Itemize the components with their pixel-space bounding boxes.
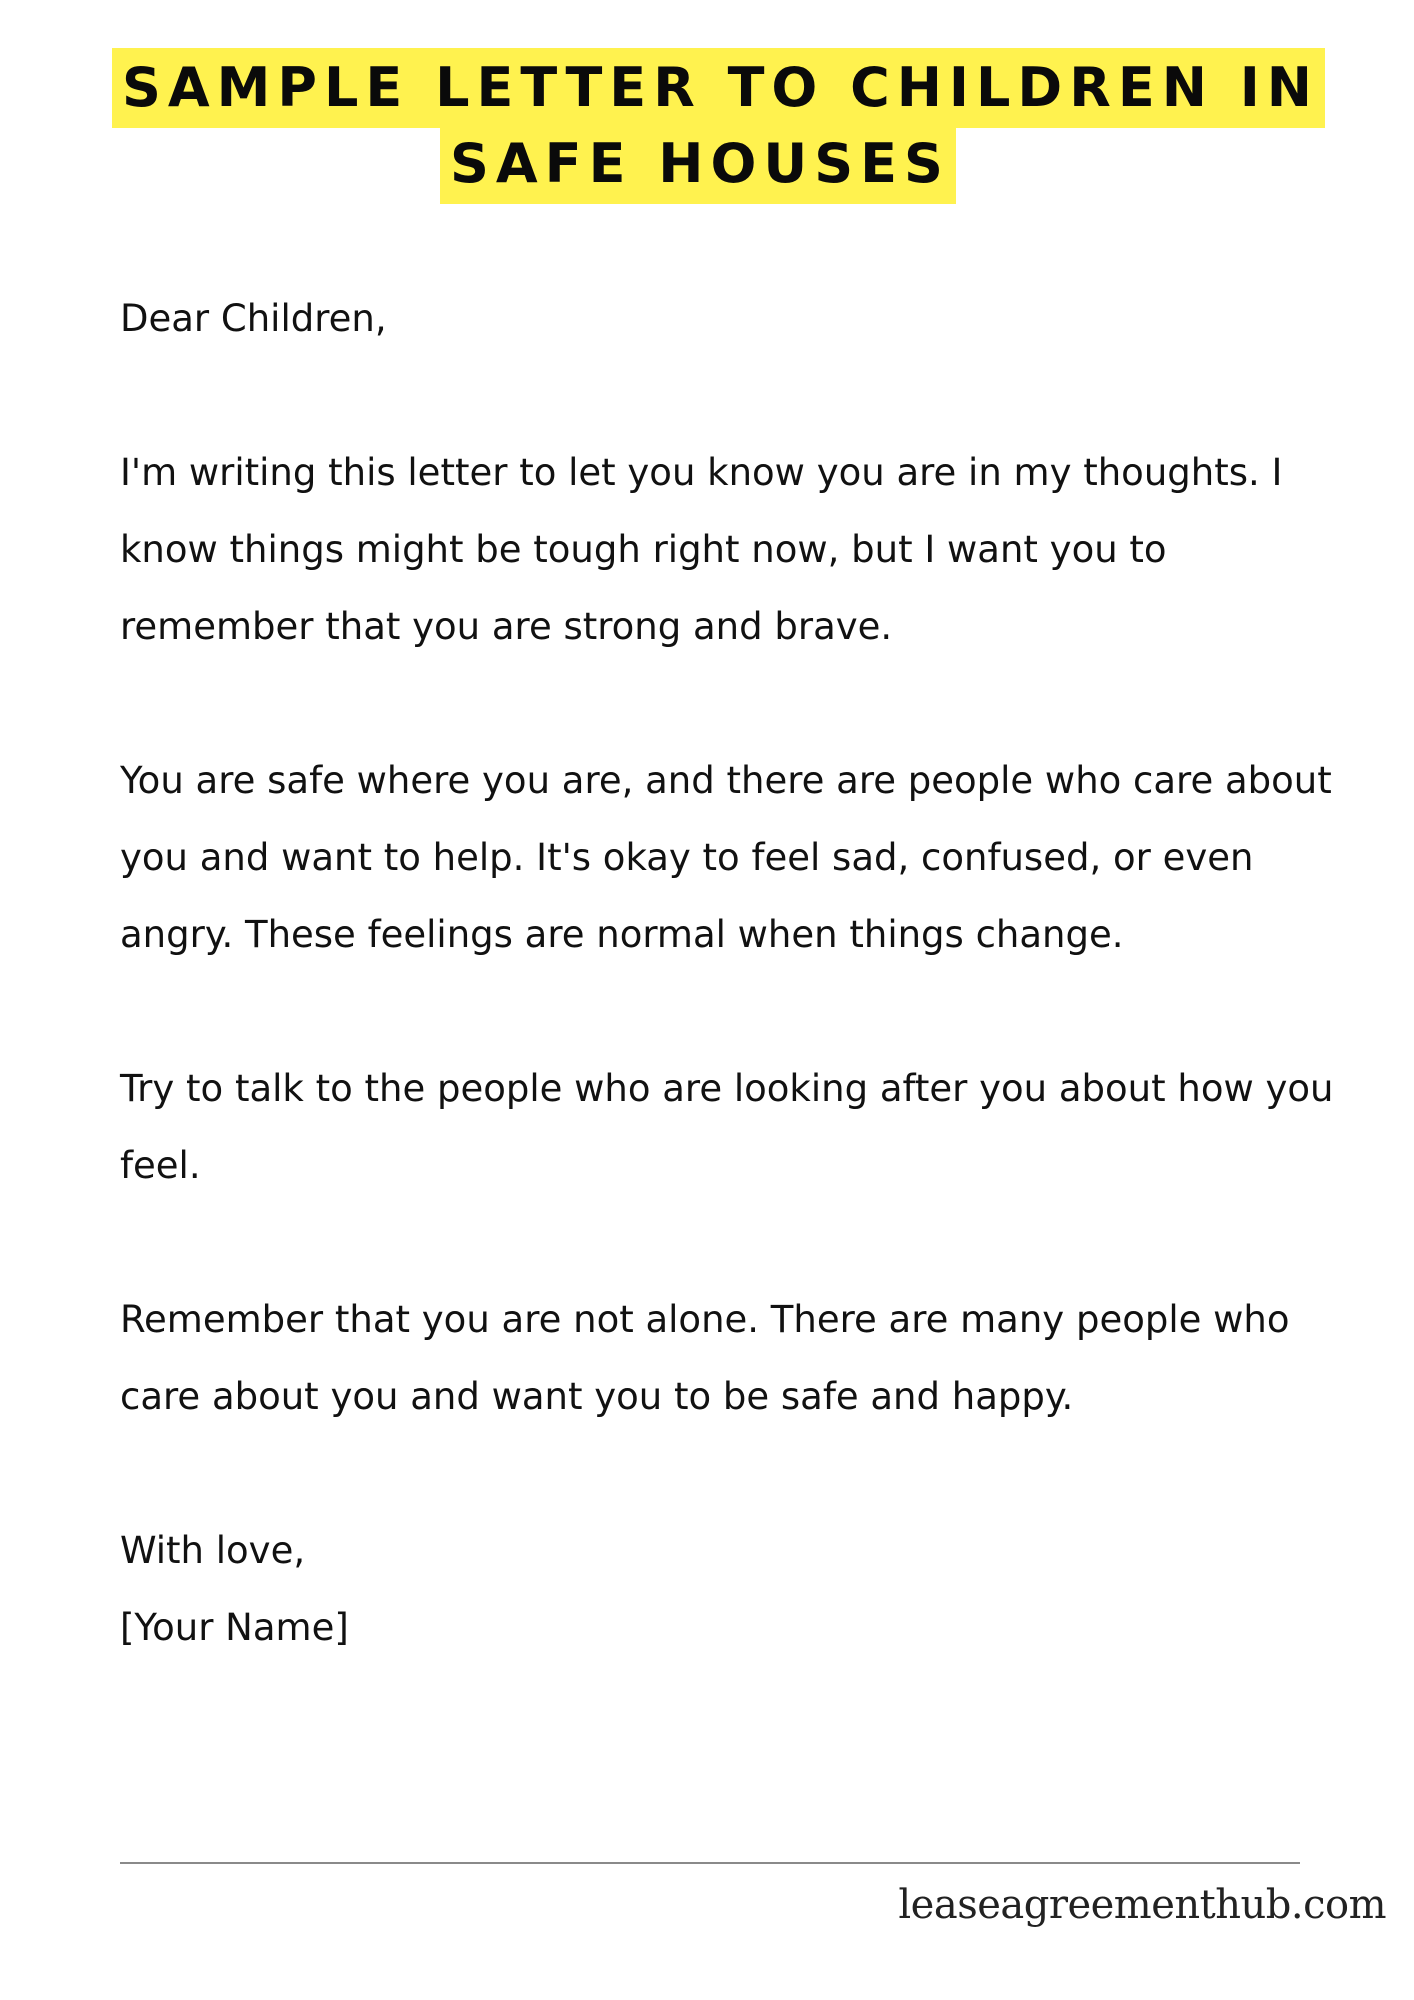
page-title (0, 48, 1414, 204)
letter-paragraph-2: You are safe where you are, and there are people who care about you and want to help. It's okay to feel sad, confused, or even angry. These feelings are normal when things change. (120, 759, 1332, 956)
letter-greeting: Dear Children, (120, 297, 387, 340)
title-line-1-text: SAMPLE LETTER TO CHILDREN IN (112, 48, 1325, 128)
footer-divider (120, 1862, 1300, 1864)
letter-body (120, 280, 1350, 1666)
letter-paragraph-3: Try to talk to the people who are looking after you about how you feel. (120, 1067, 1334, 1187)
letter-paragraph-4: Remember that you are not alone. There are many people who care about you and want you to be safe and happy. (120, 1298, 1290, 1418)
title-line-2 (440, 124, 956, 204)
letter-closing: With love, (120, 1529, 306, 1572)
footer-website: leaseagreementhub.com (898, 1882, 1386, 1928)
title-line-2-text: SAFE HOUSES (440, 124, 956, 204)
title-line-1 (112, 48, 1325, 128)
letter-paragraph-1: I'm writing this letter to let you know you are in my thoughts. I know things might be tough right now, but I want you to remember that you are strong and brave. (120, 451, 1283, 648)
letter-signature: [Your Name] (120, 1606, 349, 1649)
